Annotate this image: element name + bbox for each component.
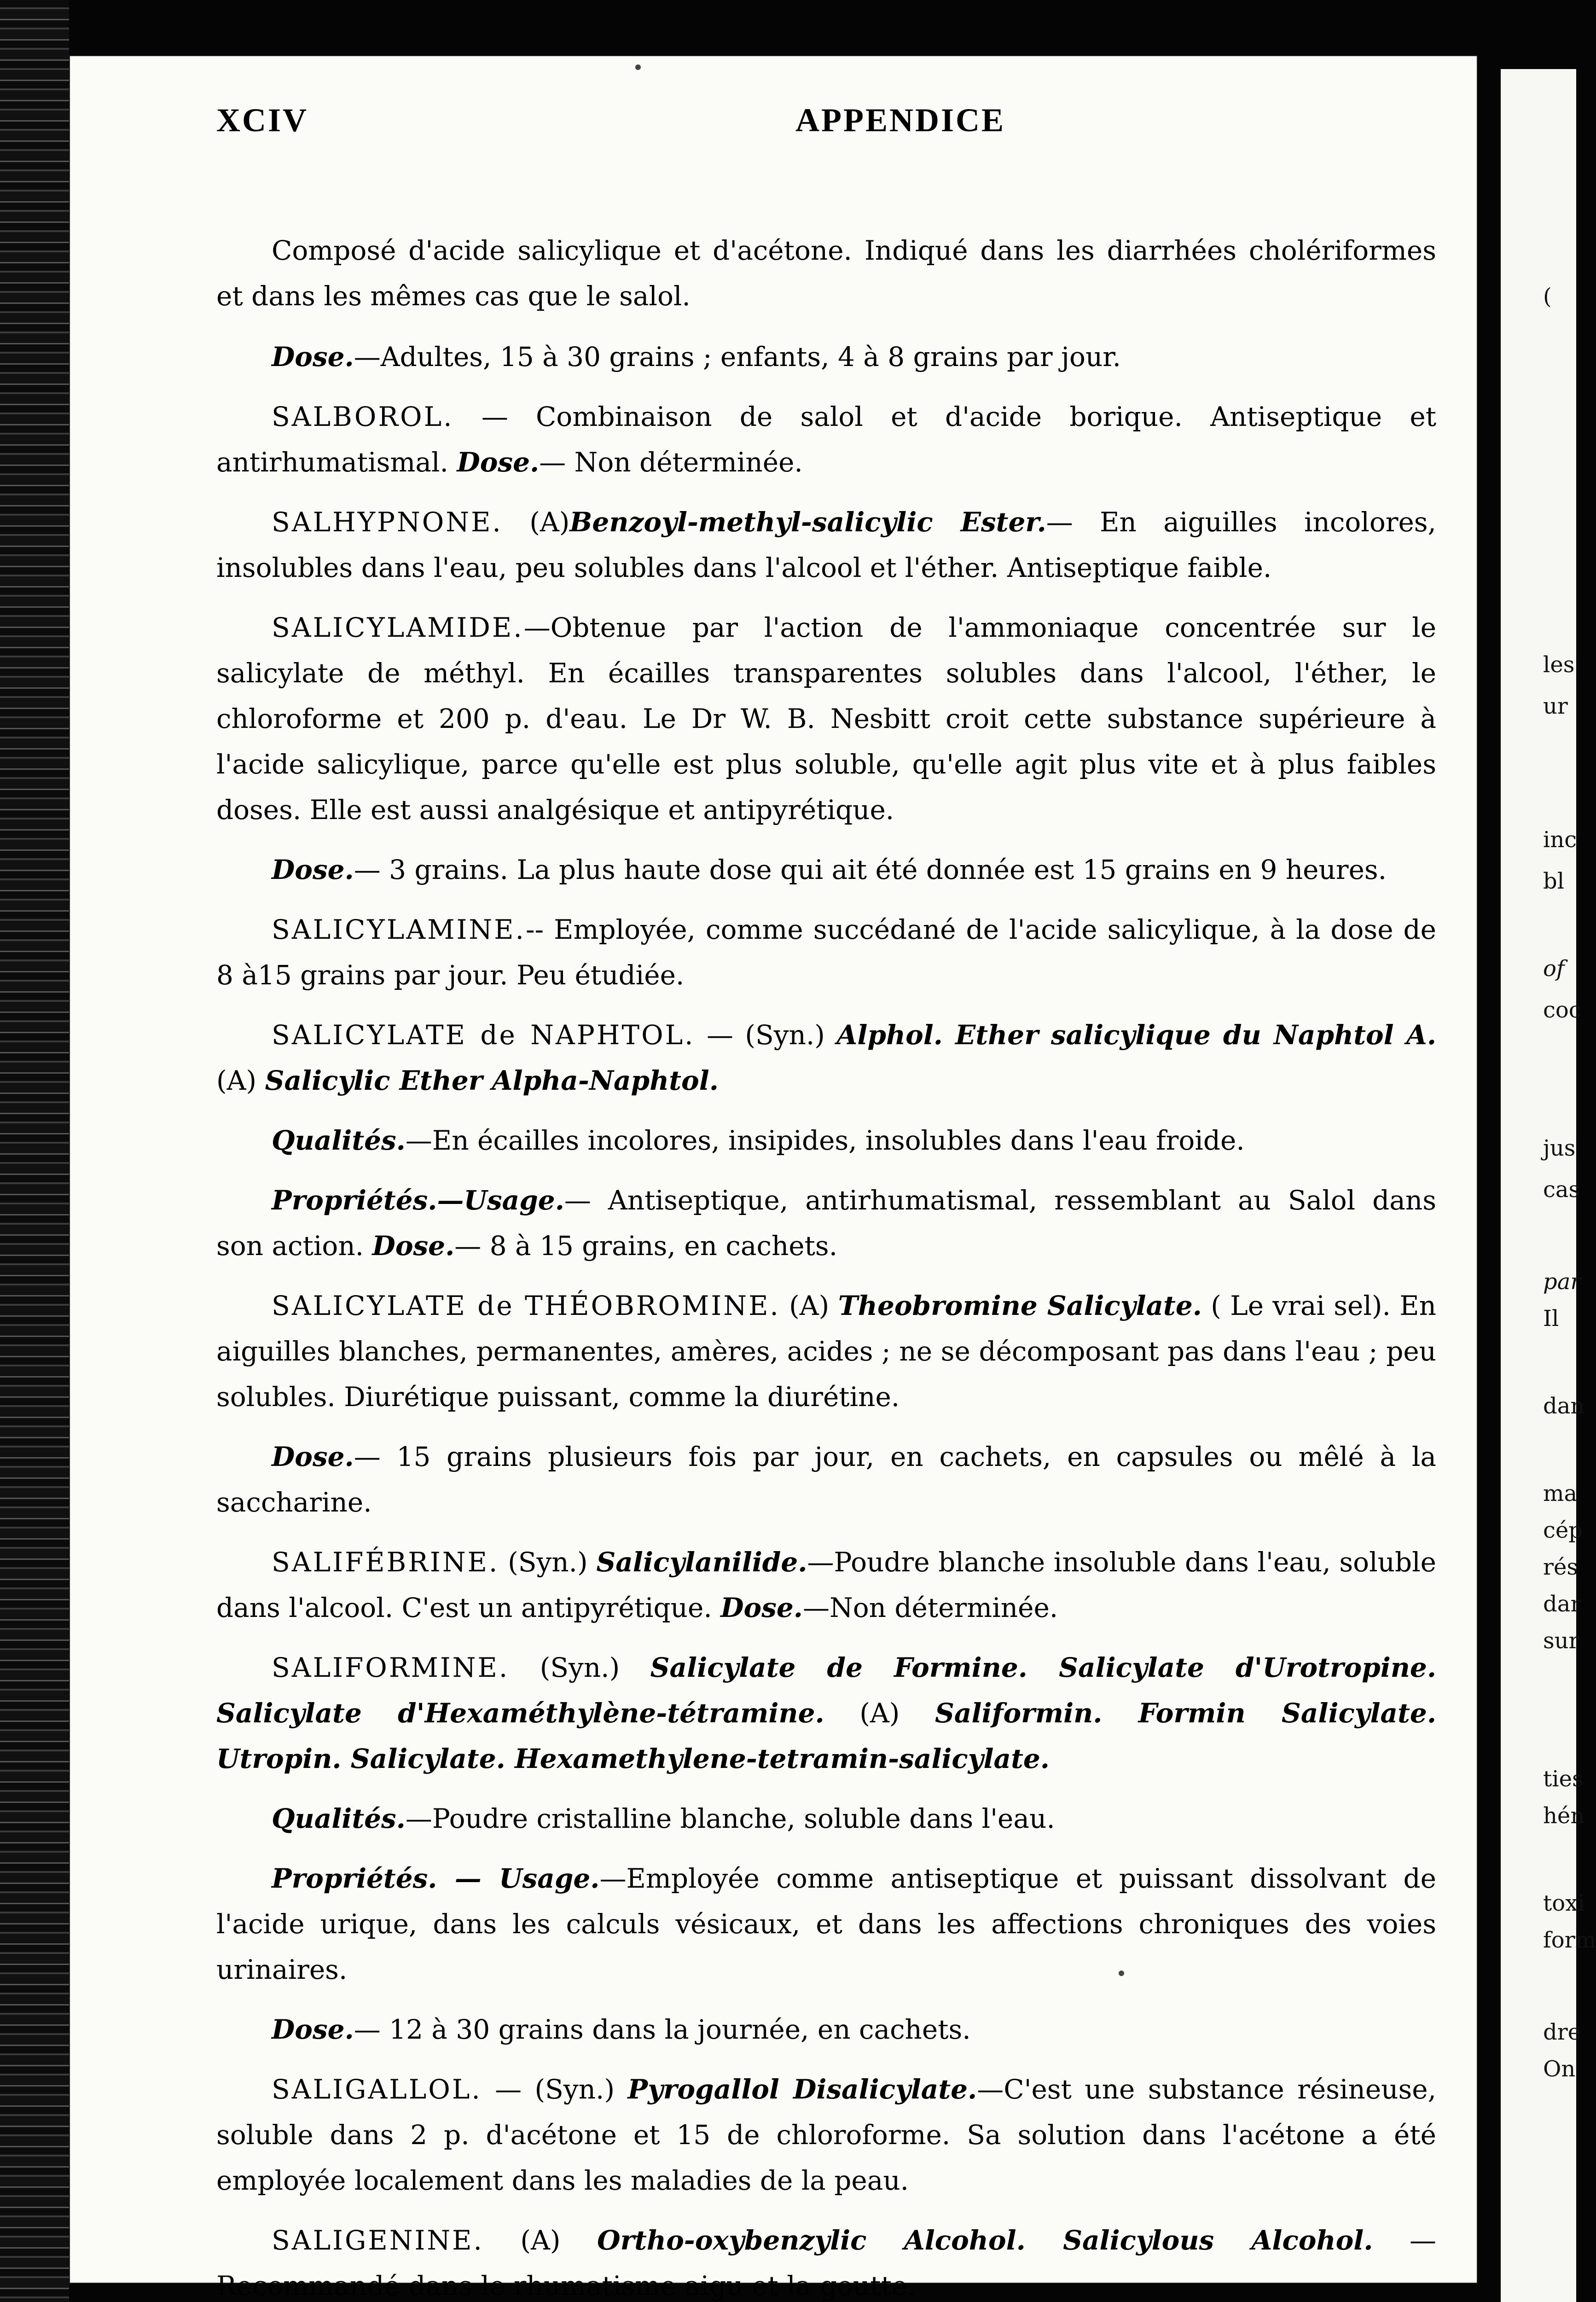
entry-term: SALHYPNONE.: [272, 506, 503, 538]
intro-text: Composé d'acide salicylique et d'acétone. Indiqué dans les diarrhées cholériformes et dans les mêmes cas que le salol.: [216, 235, 1436, 312]
entry-salborol: [216, 394, 1436, 485]
entry-syn: — (Syn.): [707, 1019, 825, 1051]
properties-text: — Antiseptique, antirhumatismal, ressemblant au Salol dans son action.: [216, 1185, 1436, 1261]
dose-text: —Non déterminée.: [802, 1592, 1058, 1623]
dose-label: Dose.: [272, 854, 354, 885]
entry-saligenine: [216, 2218, 1436, 2302]
entry-note: ( Le vrai sel).: [1211, 1290, 1391, 1321]
running-head: [216, 101, 1455, 147]
entry-text: — En aiguilles incolores, insolubles dans l'eau, peu solubles dans l'alcool et l'éther. Antiseptique faible.: [216, 506, 1436, 583]
entry-term: SALBOROL.: [272, 401, 454, 432]
fragment-text: dan: [1543, 1393, 1585, 1419]
page-body: [216, 228, 1436, 2302]
qualities-label: Qualités.: [272, 1125, 406, 1156]
entry-saliformine: [216, 1645, 1436, 1782]
fragment-text: ma: [1543, 1481, 1578, 1506]
dose-text: — Non déterminée.: [539, 447, 803, 478]
entry-text: — Combinaison de salol et d'acide borique. Antiseptique et antirhumatismal.: [216, 401, 1437, 478]
dose-label: Dose.: [372, 1230, 455, 1261]
properties-text: —Employée comme antiseptique et puissant dissolvant de l'acide urique, dans les calculs vésicaux, et dans les affections chroniques des voies urinaires.: [216, 1863, 1436, 1985]
dose-text: — 3 grains. La plus haute dose qui ait été donnée est 15 grains en 9 heures.: [354, 854, 1387, 885]
dose-text: — 8 à 15 grains, en cachets.: [454, 1230, 838, 1261]
fragment-text: rés: [1543, 1554, 1578, 1580]
entry-text: —Obtenue par l'action de l'ammoniaque concentrée sur le salicylate de méthyl. En écailles transparentes solubles dans l'alcool, l'éther, le chloroforme et 200 p. d'eau. Le Dr W. B. Nesbitt croit cette substance supérieure à l'acide salicylique, parce qu'elle est plus soluble, qu'elle agit plus vite et à plus faibles doses. Elle est aussi analgésique et antipyrétique.: [216, 612, 1436, 825]
fragment-text: ur: [1543, 693, 1568, 719]
entry-term: SALICYLATE de THÉOBROMINE.: [272, 1290, 780, 1321]
entry-term: SALIFORMINE.: [272, 1652, 510, 1683]
qualities-label: Qualités.: [272, 1803, 406, 1834]
scan-speck: [635, 64, 641, 70]
qualities-text: —Poudre cristalline blanche, soluble dans l'eau.: [405, 1803, 1055, 1834]
entry-term: SALIFÉBRINE.: [272, 1546, 499, 1578]
entry-salicylamide: [216, 605, 1436, 833]
entry-syn: (Syn.): [508, 1546, 588, 1578]
properties-label: Propriétés.—Usage.: [272, 1185, 564, 1216]
entry-english-name: Theobromine Salicylate.: [838, 1290, 1202, 1321]
entry-term: SALICYLAMINE.: [272, 914, 526, 945]
fragment-text: par: [1543, 1269, 1581, 1295]
fragment-text: cas: [1543, 1177, 1580, 1203]
entry-text: —Poudre blanche insoluble dans l'eau, soluble dans l'alcool. C'est un antipyrétique.: [216, 1546, 1437, 1623]
entry-salicylate-theobromine: [216, 1283, 1436, 1420]
adjacent-page-fragment: [1501, 69, 1596, 2302]
fragment-text: les: [1543, 652, 1575, 678]
dose-label: Dose.: [272, 1441, 354, 1472]
dose-label: Dose.: [272, 341, 354, 372]
fragment-text: coc: [1543, 997, 1581, 1023]
entry-synonyms: Salicylate de Formine. Salicylate d'Urotropine. Salicylate d'Hexaméthylène-tétramine.: [216, 1652, 1437, 1729]
intro-paragraph: [216, 228, 1436, 319]
entry-abbr: (A): [859, 1697, 900, 1729]
dose-label: Dose.: [272, 2014, 354, 2045]
fragment-text: dre: [1543, 2019, 1581, 2045]
fragment-text: sur: [1543, 1628, 1579, 1654]
naphtol-qualities: [272, 1118, 1436, 1163]
entry-term: SALIGENINE.: [272, 2225, 484, 2256]
fragment-text: form: [1543, 1927, 1596, 1953]
fragment-text: cép: [1543, 1517, 1583, 1543]
entry-english-name: Saliformin. Formin Salicylate. Utropin. Salicylate. Hexamethylene-tetramin-salicylate.: [216, 1697, 1437, 1774]
fragment-text: hén: [1543, 1803, 1585, 1829]
dose-label: Dose.: [457, 447, 540, 478]
page-folio: XCIV: [216, 102, 309, 139]
theobromine-dose: [216, 1434, 1436, 1525]
dose-text: — 12 à 30 grains dans la journée, en cachets.: [354, 2014, 971, 2045]
saliformine-dose: [272, 2007, 1436, 2052]
entry-abbr: (A): [216, 1065, 257, 1096]
entry-salifebrine: [216, 1540, 1436, 1631]
fragment-text: of: [1543, 956, 1565, 982]
naphtol-properties: [216, 1178, 1436, 1269]
entry-text: —C'est une substance résineuse, soluble dans 2 p. d'acétone et 15 de chloroforme. Sa solution dans l'acétone a été employée localement dans les maladies de la peau.: [216, 2074, 1437, 2196]
entry-english-name: Ortho-oxybenzylic Alcohol. Salicylous Alcohol.: [597, 2225, 1373, 2256]
entry-abbr: (A): [529, 506, 570, 538]
dose-text: — 15 grains plusieurs fois par jour, en cachets, en capsules ou mêlé à la saccharine.: [216, 1441, 1436, 1518]
fragment-text: On: [1543, 2056, 1576, 2082]
fragment-text: Il: [1543, 1306, 1559, 1331]
qualities-text: —En écailles incolores, insipides, insolubles dans l'eau froide.: [405, 1125, 1245, 1156]
entry-syn: — (Syn.): [495, 2074, 615, 2105]
salicylamide-dose: [272, 847, 1436, 893]
entry-abbr: (A): [789, 1290, 830, 1321]
entry-saligallol: [216, 2067, 1436, 2203]
entry-synonyms: Pyrogallol Disalicylate.: [627, 2074, 977, 2105]
entry-term: SALIGALLOL.: [272, 2074, 482, 2105]
fragment-text: dar: [1543, 1591, 1581, 1617]
entry-text: En aiguilles blanches, permanentes, amères, acides ; ne se décomposant pas dans l'eau ; peu solubles. Diurétique puissant, comme la diurétine.: [216, 1290, 1436, 1413]
saliformine-qualities: [272, 1796, 1436, 1842]
entry-synonyms: Alphol. Ether salicylique du Naphtol A.: [836, 1019, 1437, 1051]
entry-salhypnone: [216, 500, 1436, 591]
entry-abbr: (A): [520, 2225, 561, 2256]
dose-label: Dose.: [720, 1592, 803, 1623]
intro-dose: [272, 334, 1436, 380]
fragment-text: ties: [1543, 1766, 1584, 1792]
entry-syn: (Syn.): [540, 1652, 620, 1683]
entry-english-name: Benzoyl-methyl-salicylic Ester.: [569, 506, 1046, 538]
entry-salicylate-naphtol: [216, 1012, 1436, 1104]
fragment-text: (: [1543, 284, 1552, 309]
entry-text: -- Employée, comme succédané de l'acide salicylique, à la dose de 8 à15 grains par jour. Peu étudiée.: [216, 914, 1436, 991]
dose-text: —Adultes, 15 à 30 grains ; enfants, 4 à 8 grains par jour.: [354, 341, 1121, 372]
scan-binding-edge: [0, 0, 69, 2302]
entry-term: SALICYLATE de NAPHTOL.: [272, 1019, 695, 1051]
fragment-text: jus: [1543, 1135, 1576, 1161]
entry-salicylamine: [216, 907, 1436, 998]
fragment-text: inc: [1543, 827, 1577, 853]
entry-synonyms: Salicylanilide.: [596, 1546, 807, 1578]
saliformine-properties: [216, 1856, 1436, 1993]
entry-term: SALICYLAMIDE.: [272, 612, 524, 643]
properties-label: Propriétés. — Usage.: [272, 1863, 600, 1894]
running-head-title: APPENDICE: [795, 102, 1006, 139]
entry-text: — Recommandé dans le rhumatisme aigu et la goutte.: [216, 2225, 1437, 2302]
fragment-text: bl: [1543, 868, 1565, 894]
entry-english-name: Salicylic Ether Alpha-Naphtol.: [265, 1065, 719, 1096]
fragment-text: toxi: [1543, 1890, 1585, 1916]
